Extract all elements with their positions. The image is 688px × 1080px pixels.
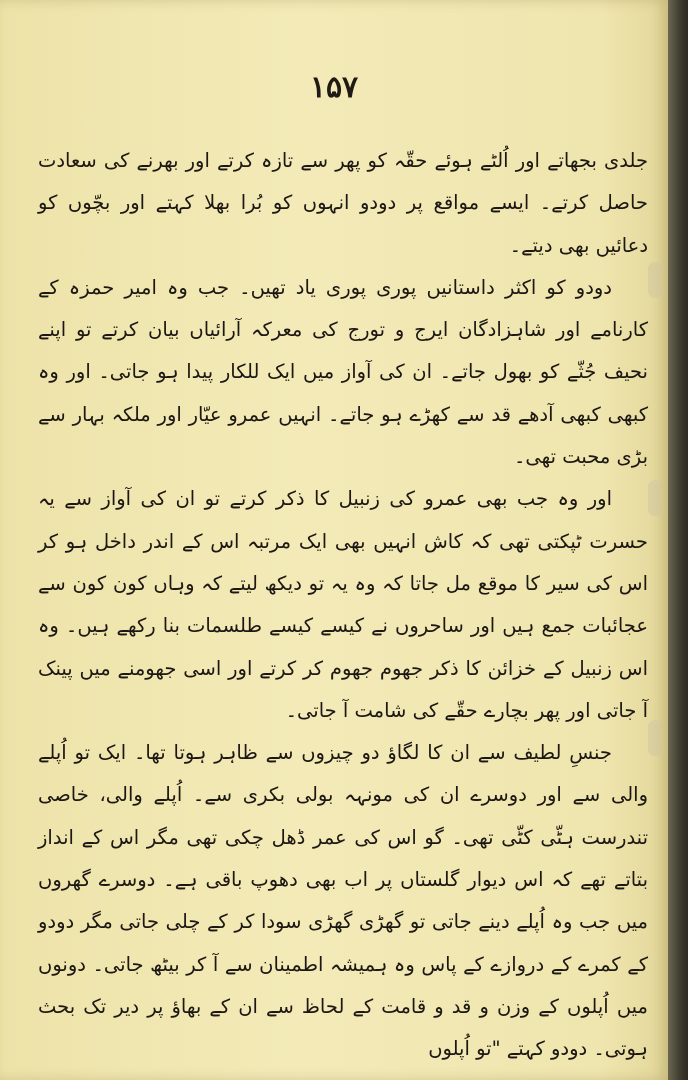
page-stain	[648, 720, 662, 756]
paragraph: جنسِ لطیف سے ان کا لگاؤ دو چیزوں سے ظاہر ہوتا تھا۔ ایک تو اُپلے والی سے اور دوسرے ان کی مونہہ بولی بکری سے۔ اُپلے والی، خاصی تندرست ہٹّی کٹّی تھی۔ گو اس کی عمر ڈھل چکی تھی مگر اس کے انداز بتاتے تھے کہ اس دیوار گلستاں پر اب بھی دھوپ باقی ہے۔ دوسرے گھروں میں جب وہ اُپلے دینے جاتی تو گھڑی گھڑی سودا کر کے چلی جاتی مگر دودو کے کمرے کے دروازے کے پاس وہ ہمیشہ اطمینان سے آ کر بیٹھ جاتی۔ دونوں میں اُپلوں کے وزن و قد و قامت کے لحاظ سے ان کے بھاؤ پر دیر تک بحث ہوتی۔ دودو کہتے "تو اُپلوں	[38, 741, 648, 1061]
paragraph: دودو کو اکثر داستانیں پوری پوری یاد تھیں۔ جب وہ امیر حمزہ کے کارنامے اور شاہزادگان ایرج و تورج کی معرکہ آرائیاں بیان کرتے تو اپنے نحیف جُثّے کو بھول جاتے۔ ان کی آواز میں ایک للکار پیدا ہو جاتی۔ اور وہ کبھی کبھی آدھے قد سے کھڑے ہو جاتے۔ انہیں عمرو عیّار اور ملکہ بہار سے بڑی محبت تھی۔	[38, 275, 648, 469]
paragraph: جلدی بجھاتے اور اُلٹے ہوئے حقّہ کو پھر سے تازہ کرتے اور بھرنے کی سعادت حاصل کرتے۔ ایسے مواقع پر دودو انہوں کو بُرا بھلا کہتے اور بچّوں کو دعائیں بھی دیتے۔	[38, 149, 648, 257]
page-stain	[648, 262, 662, 298]
paragraph: اور وہ جب بھی عمرو کی زنبیل کا ذکر کرتے تو ان کی آواز سے یہ حسرت ٹپکتی تھی کہ کاش انہیں بھی ایک مرتبہ اس کے اندر داخل ہو کر اس کی سیر کا موقع مل جاتا کہ وہ یہ تو دیکھ لیتے کہ وہاں کون کون سے عجائبات جمع ہیں اور ساحروں نے کیسے کیسے طلسمات بنا رکھے ہیں۔ وہ اس زنبیل کے خزائن کا ذکر جھوم جھوم کر کرتے اور اسی جھومنے میں پینک آ جاتی اور پھر بچارے حقّے کی شامت آ جاتی۔	[38, 487, 648, 722]
body-text	[38, 140, 648, 1071]
book-spine-shadow	[668, 0, 688, 1080]
page-number: ۱۵۷	[309, 70, 359, 105]
page-stain	[648, 480, 662, 516]
